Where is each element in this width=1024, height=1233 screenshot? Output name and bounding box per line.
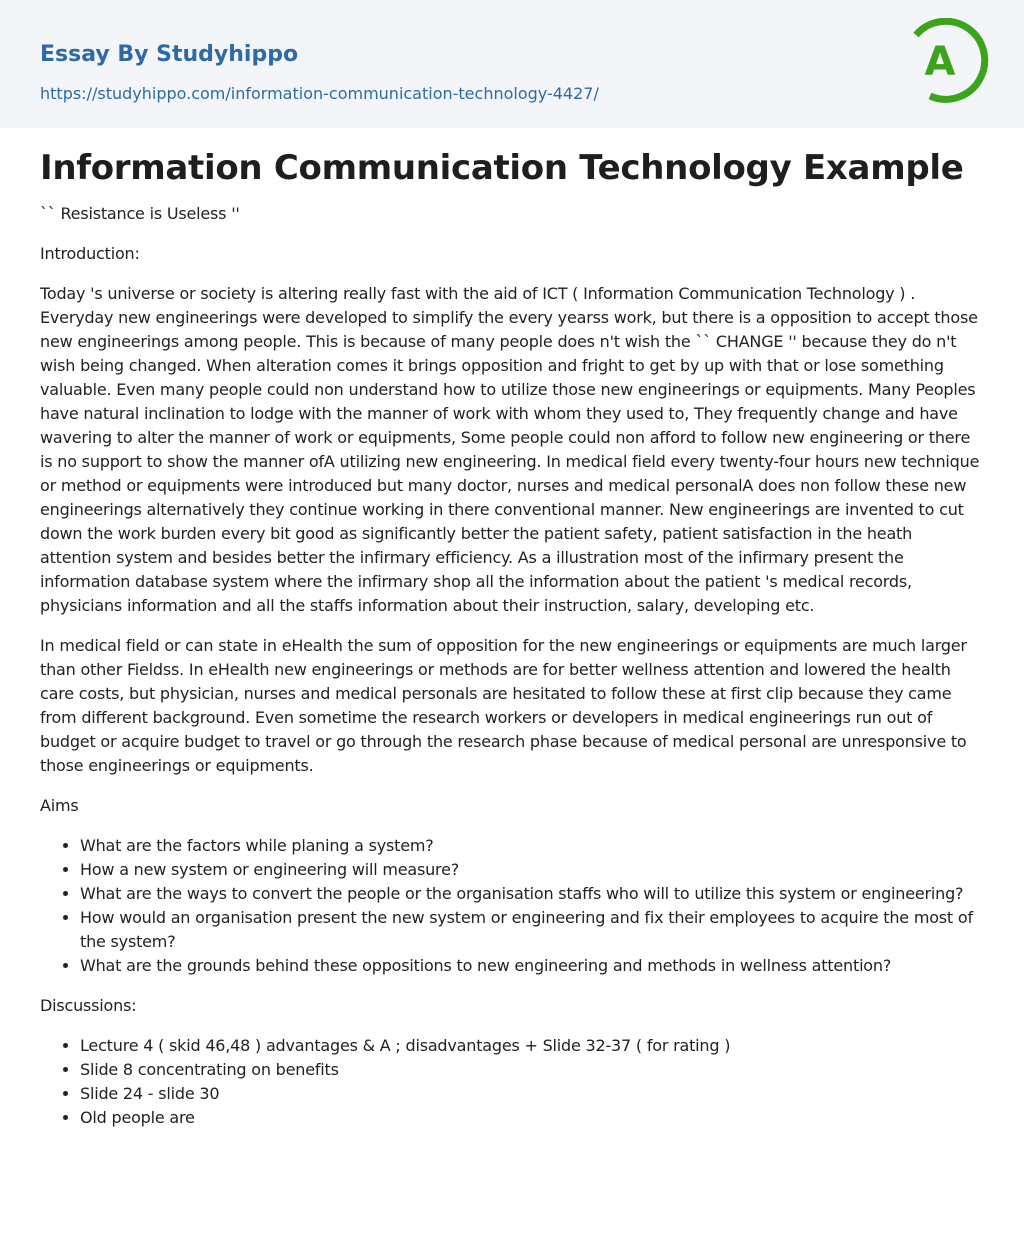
discussions-heading: Discussions: [40, 996, 137, 1015]
aims-list-item: • What are the factors while planing a system? [80, 834, 984, 858]
article-body [0, 146, 1024, 1130]
paragraph-intro: Today 's universe or society is altering really fast with the aid of ICT ( Information Communication Technology ) . Everyday new engineerings were developed to simplify the every yearss work, but there is a opposition to accept those new engineerings among people. This is because of many people does n't wish the `` CHANGE '' because they do n't wish being changed. When alteration comes it brings opposition and fright to get by up with that or lose something valuable. Even many people could non understand how to utilize those new engineerings or equipments. Many Peoples have natural inclination to lodge with the manner of work with whom they used to, They frequently change and have wavering to alter the manner of work or equipments, Some people could non afford to follow new engineering or there is no support to show the manner ofA utilizing new engineering. In medical field every twenty-four hours new technique or method or equipments were introduced but many doctor, nurses and medical personalA does non follow these new engineerings alternatively they continue working in there conventional manner. New engineerings are invented to cut down the work burden every bit good as significantly better the patient safety, patient satisfaction in the heath attention system and besides better the infirmary efficiency. As a illustration most of the infirmary present the information database system where the infirmary shop all the information about the patient 's medical records, physicians information and all the staffs information about their instruction, salary, developing etc. [40, 284, 980, 615]
page-title: Information Communication Technology Example [40, 148, 964, 188]
logo-letter: A [924, 39, 956, 85]
aims-list [40, 834, 984, 978]
source-url-link[interactable]: https://studyhippo.com/information-communication-technology-4427/ [40, 84, 599, 103]
brand-title[interactable]: Essay By Studyhippo [40, 42, 299, 67]
discussions-list-item: • Slide 24 - slide 30 [80, 1082, 984, 1106]
aims-list-item: • How would an organisation present the new system or engineering and fix their employees to acquire the most of the system? [80, 906, 984, 954]
discussions-list [40, 1034, 984, 1130]
intro-heading: Introduction: [40, 244, 140, 263]
paragraph-ehealth: In medical field or can state in eHealth the sum of opposition for the new engineerings or equipments are much larger than other Fieldss. In eHealth new engineerings or methods are for better wellness attention and lowered the health care costs, but physician, nurses and medical personals are hesitated to follow these at first clip because they came from different background. Even sometime the research workers or developers in medical engineerings run out of budget or acquire budget to travel or go through the research phase because of medical personal are unresponsive to those engineerings or equipments. [40, 636, 967, 775]
discussions-list-item: • Old people are [80, 1106, 984, 1130]
aims-list-item: • What are the grounds behind these oppositions to new engineering and methods in wellness attention? [80, 954, 984, 978]
quote-line: `` Resistance is Useless '' [40, 204, 240, 223]
aims-heading: Aims [40, 796, 79, 815]
studyhippo-logo-icon[interactable] [903, 18, 989, 104]
site-header [0, 0, 1024, 128]
aims-list-item: • What are the ways to convert the people or the organisation staffs who will to utilize this system or engineering? [80, 882, 984, 906]
discussions-list-item: • Slide 8 concentrating on benefits [80, 1058, 984, 1082]
discussions-list-item: • Lecture 4 ( skid 46,48 ) advantages & A ; disadvantages + Slide 32-37 ( for rating ) [80, 1034, 984, 1058]
aims-list-item: • How a new system or engineering will measure? [80, 858, 984, 882]
